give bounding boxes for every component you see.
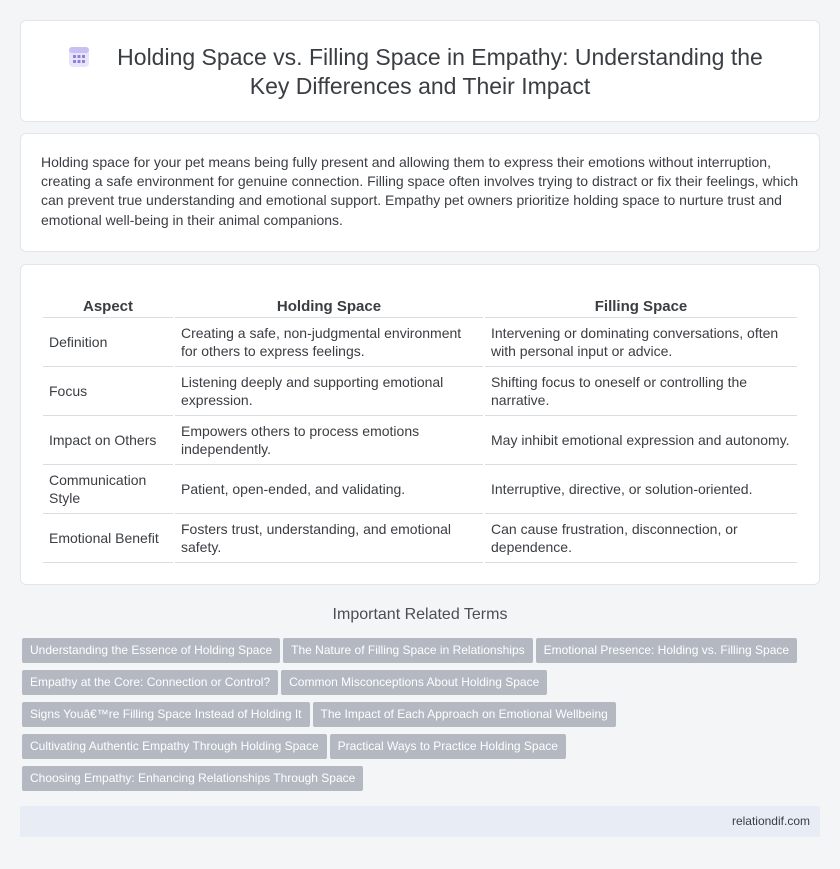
tag-row: [22, 734, 812, 766]
related-term-tag[interactable]: Practical Ways to Practice Holding Space: [330, 734, 566, 759]
table-cell-filling: Intervening or dominating conversations, often with personal input or advice.: [485, 318, 797, 367]
table-cell-holding: Listening deeply and supporting emotional expression.: [175, 367, 483, 416]
table-row: [43, 465, 797, 514]
table-cell-aspect: Impact on Others: [43, 416, 173, 465]
table-header-aspect: Aspect: [43, 296, 173, 318]
related-term-tag[interactable]: Signs Youâ€™re Filling Space Instead of Holding It: [22, 702, 310, 727]
table-header-row: [43, 296, 797, 318]
page-title-line-1: Holding Space vs. Filling Space in Empathy: Understanding the: [117, 44, 763, 70]
tag-row: [22, 766, 812, 798]
table-cell-holding: Creating a safe, non-judgmental environment for others to express feelings.: [175, 318, 483, 367]
table-cell-holding: Patient, open-ended, and validating.: [175, 465, 483, 514]
tag-row: [22, 638, 812, 670]
table-cell-holding: Empowers others to process emotions independently.: [175, 416, 483, 465]
table-row: [43, 318, 797, 367]
tag-row: [22, 670, 812, 702]
page-title-line-2: Key Differences and Their Impact: [249, 73, 591, 99]
related-term-tag[interactable]: Empathy at the Core: Connection or Control?: [22, 670, 278, 695]
related-term-tag[interactable]: Emotional Presence: Holding vs. Filling Space: [536, 638, 797, 663]
related-terms-list: [22, 638, 812, 798]
related-term-tag[interactable]: Common Misconceptions About Holding Space: [281, 670, 547, 695]
table-cell-aspect: Definition: [43, 318, 173, 367]
table-header-holding-space: Holding Space: [175, 296, 483, 318]
page-title: [21, 43, 819, 101]
related-term-tag[interactable]: Choosing Empathy: Enhancing Relationships Through Space: [22, 766, 363, 791]
table-row: [43, 514, 797, 563]
table-cell-filling: Can cause frustration, disconnection, or dependence.: [485, 514, 797, 563]
footer-site-link[interactable]: relationdif.com: [731, 814, 810, 828]
table-cell-filling: May inhibit emotional expression and autonomy.: [485, 416, 797, 465]
table-row: [43, 416, 797, 465]
header-card: [20, 20, 820, 122]
comparison-table: [41, 296, 799, 563]
table-cell-holding: Fosters trust, understanding, and emotional safety.: [175, 514, 483, 563]
table-header-filling-space: Filling Space: [485, 296, 797, 318]
table-cell-aspect: Emotional Benefit: [43, 514, 173, 563]
related-term-tag[interactable]: The Impact of Each Approach on Emotional Wellbeing: [313, 702, 616, 727]
related-term-tag[interactable]: Cultivating Authentic Empathy Through Holding Space: [22, 734, 327, 759]
comparison-table-card: [20, 264, 820, 585]
intro-paragraph: Holding space for your pet means being fully present and allowing them to express their emotions without interruption, creating a safe environment for genuine connection. Filling space often involves trying to distract or fix their feelings, which can prevent true understanding and emotional support. Empathy pet owners prioritize holding space to nurture trust and emotional well-being in their animal companions.: [41, 154, 799, 228]
intro-card: [20, 133, 820, 252]
table-cell-filling: Interruptive, directive, or solution-oriented.: [485, 465, 797, 514]
table-row: [43, 367, 797, 416]
footer-bar: [20, 806, 820, 837]
table-cell-aspect: Communication Style: [43, 465, 173, 514]
tag-row: [22, 702, 812, 734]
table-cell-aspect: Focus: [43, 367, 173, 416]
related-terms-heading: Important Related Terms: [332, 606, 508, 623]
related-term-tag[interactable]: The Nature of Filling Space in Relationships: [283, 638, 532, 663]
table-cell-filling: Shifting focus to oneself or controlling the narrative.: [485, 367, 797, 416]
related-term-tag[interactable]: Understanding the Essence of Holding Space: [22, 638, 280, 663]
